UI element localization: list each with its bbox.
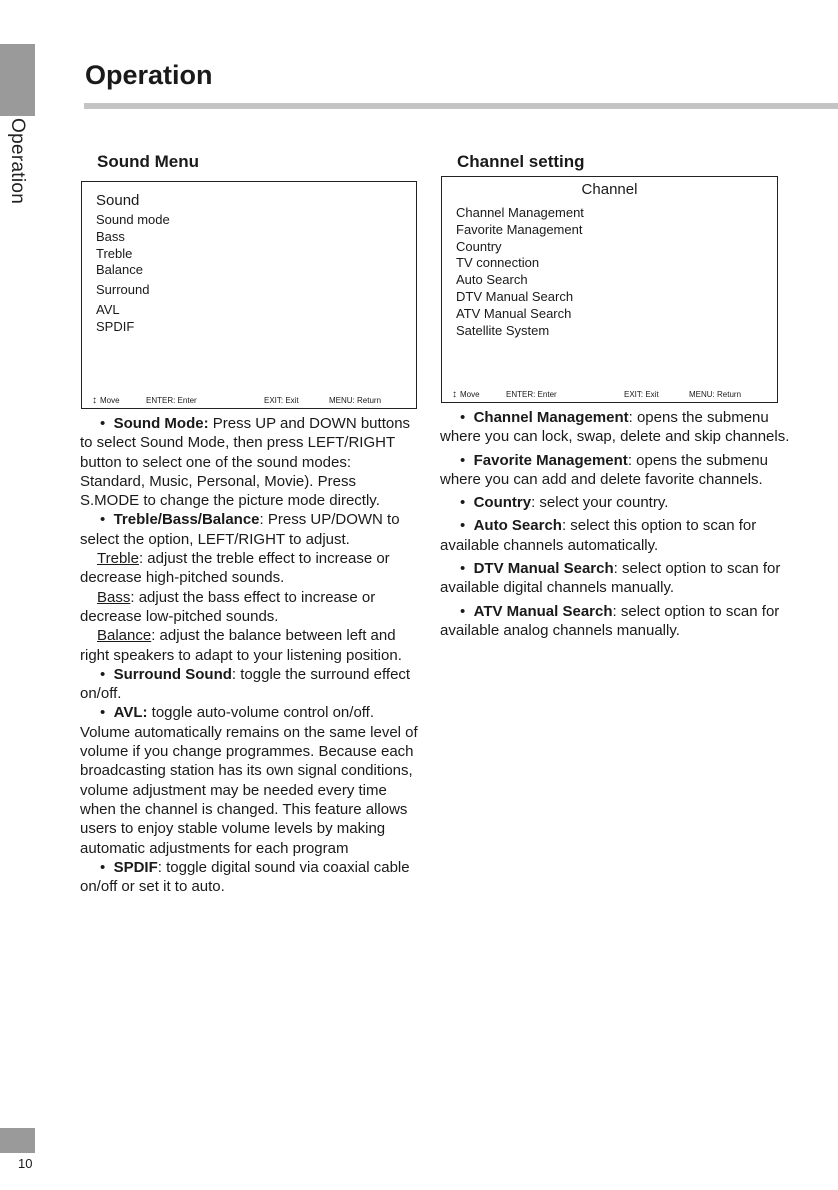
side-tab [0, 44, 35, 116]
paragraph [440, 493, 792, 512]
page-number: 10 [18, 1156, 33, 1171]
term: Balance [97, 627, 152, 645]
term: Treble/Bass/Balance [113, 511, 260, 529]
bullet: • [100, 511, 114, 529]
paragraph [80, 588, 418, 627]
menu-item: Treble [96, 245, 133, 261]
up-down-arrow-icon: ↕ [452, 389, 457, 400]
bullet: • [460, 409, 474, 426]
page-title: Operation [85, 60, 213, 90]
footer-hint-enter: ENTER: Enter [506, 390, 557, 399]
paragraph [440, 602, 792, 641]
paragraph-text: : select this option to scan for available channels automatically. [440, 517, 757, 554]
term: Favorite Management [473, 451, 628, 469]
paragraph [80, 549, 418, 588]
bullet: • [100, 665, 114, 683]
menu-item: AVL [96, 301, 120, 317]
menu-item: Country [456, 238, 502, 254]
sound-menu-title: Sound [96, 192, 140, 209]
paragraph-text: : opens the submenu where you can add and delete favorite channels. [440, 451, 768, 488]
footer-hint-move: Move [100, 396, 120, 405]
paragraph [80, 703, 418, 857]
bullet: • [460, 517, 474, 535]
paragraph [80, 510, 418, 549]
bullet: • [100, 704, 114, 722]
footer-hint-exit: EXIT: Exit [624, 390, 659, 399]
term: AVL: [113, 704, 148, 722]
term: DTV Manual Search [473, 560, 614, 578]
paragraph-text: : Press UP/DOWN to select the option, LEFT/RIGHT to adjust. [80, 511, 400, 548]
term: Surround Sound [113, 665, 232, 683]
menu-item: Satellite System [456, 322, 550, 338]
channel-setting-heading: Channel setting [457, 152, 585, 171]
menu-item: DTV Manual Search [456, 288, 574, 304]
menu-item: Balance [96, 262, 143, 278]
menu-item: Auto Search [456, 272, 528, 288]
footer-hint-move: Move [460, 390, 480, 399]
menu-item: TV connection [456, 255, 540, 271]
paragraph [80, 665, 418, 704]
term: Treble [97, 550, 139, 568]
side-section-label: Operation [7, 118, 28, 205]
footer-hint-enter: ENTER: Enter [146, 396, 197, 405]
bullet: • [460, 494, 474, 512]
paragraph [80, 414, 418, 510]
up-down-arrow-icon: ↕ [92, 395, 97, 406]
channel-menu-screen [441, 176, 778, 403]
paragraph [440, 559, 792, 598]
menu-item: Channel Management [456, 205, 584, 220]
term: Auto Search [473, 517, 562, 535]
menu-item: Favorite Management [456, 221, 583, 237]
paragraph [80, 858, 418, 897]
title-divider [84, 103, 838, 109]
paragraph-text: : opens the submenu where you can lock, swap, delete and skip channels. [440, 409, 790, 446]
term: Sound Mode: [113, 415, 209, 432]
paragraph-text: toggle auto-volume control on/off. Volume automatically remains on the same level of volume if you change programmes. Because each broadcasting station has its own signal conditions, volume adjustment may be needed every time when the channel is changed. This feature allows users to enjoy stable volume levels by making automatic adjustments for each program [80, 704, 418, 857]
term: SPDIF [113, 858, 158, 876]
paragraph [440, 408, 792, 447]
paragraph [440, 451, 792, 490]
paragraph [440, 516, 792, 555]
page-tab [0, 1128, 35, 1153]
paragraph-text: : adjust the bass effect to increase or decrease low-pitched sounds. [80, 588, 376, 625]
paragraph-text: : select option to scan for available digital channels manually. [440, 560, 781, 597]
bullet: • [460, 560, 474, 578]
bullet: • [100, 858, 114, 876]
paragraph-text: : adjust the treble effect to increase or decrease high-pitched sounds. [80, 550, 390, 587]
menu-item: ATV Manual Search [456, 305, 572, 321]
term: Country [473, 494, 532, 512]
term: Channel Management [473, 409, 629, 426]
term: ATV Manual Search [473, 602, 613, 620]
paragraph-text: Press UP and DOWN buttons to select Sound Mode, then press LEFT/RIGHT button to select one of the sound modes: Standard, Music, Personal, Movie). Press S.MODE to change the picture mode directly. [80, 415, 411, 510]
menu-item: Bass [96, 228, 125, 244]
channel-setting-description [440, 408, 792, 644]
sound-menu-heading: Sound Menu [97, 152, 199, 171]
paragraph-text: : toggle digital sound via coaxial cable on/off or set it to auto. [80, 858, 410, 896]
menu-item: Surround [96, 282, 150, 298]
menu-item: SPDIF [96, 318, 135, 334]
footer-hint-menu: MENU: Return [689, 390, 742, 399]
menu-item: Sound mode [96, 212, 170, 227]
paragraph-text: : select option to scan for available analog channels manually. [440, 602, 780, 639]
paragraph-text: : adjust the balance between left and right speakers to adapt to your listening position. [80, 627, 402, 664]
paragraph-text: : select your country. [531, 494, 669, 512]
paragraph-text: : toggle the surround effect on/off. [80, 665, 411, 703]
bullet: • [100, 415, 114, 432]
channel-menu-title: Channel [581, 181, 638, 198]
footer-hint-menu: MENU: Return [329, 396, 382, 405]
footer-hint-exit: EXIT: Exit [264, 396, 299, 405]
paragraph [80, 626, 418, 665]
bullet: • [460, 451, 474, 469]
term: Bass [97, 588, 131, 606]
bullet: • [460, 602, 474, 620]
sound-menu-description [80, 414, 418, 896]
sound-menu-screen [81, 181, 417, 409]
